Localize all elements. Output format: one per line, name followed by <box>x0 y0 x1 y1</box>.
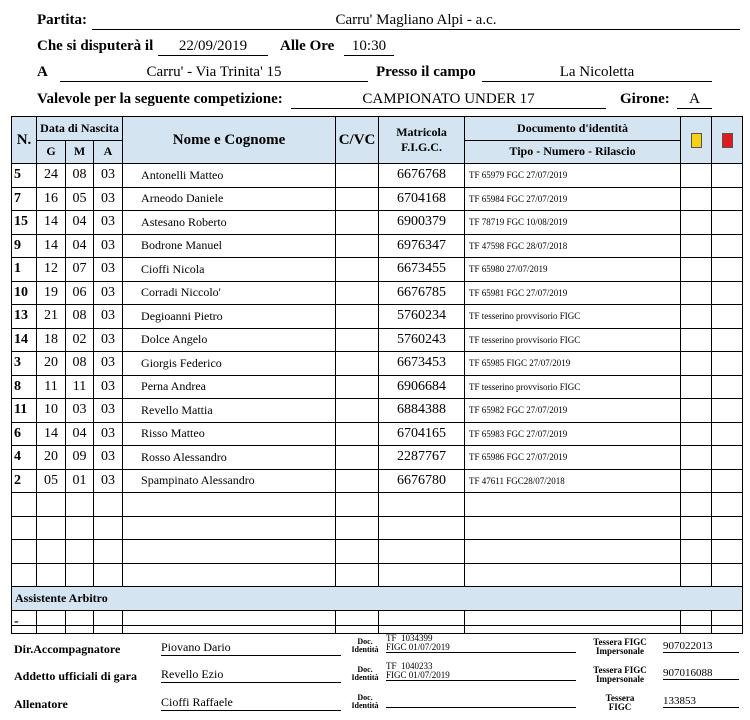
red-card-cell[interactable] <box>712 258 743 282</box>
player-name-cell[interactable] <box>123 516 336 540</box>
birth-day-cell[interactable]: 12 <box>37 258 66 282</box>
allenatore-label: Allenatore <box>14 697 68 711</box>
player-name-cell[interactable]: Revello Mattia <box>123 399 336 423</box>
table-row <box>12 446 743 470</box>
yellow-card-cell[interactable] <box>681 305 712 329</box>
player-name-cell[interactable]: Corradi Niccolo' <box>123 281 336 305</box>
document-cell[interactable]: TF 65985 FIGC 27/07/2019 <box>465 352 681 376</box>
birth-month-cell[interactable]: 02 <box>66 328 94 352</box>
col-matricola-line1: Matricola <box>396 125 447 139</box>
table-row <box>12 469 743 493</box>
birth-month-cell[interactable]: 03 <box>66 399 94 423</box>
document-cell[interactable] <box>465 540 681 564</box>
player-number-cell[interactable]: 8 <box>12 375 37 399</box>
table-row <box>12 305 743 329</box>
birth-year-cell[interactable] <box>94 516 123 540</box>
captain-cell[interactable] <box>336 422 379 446</box>
player-name-cell[interactable] <box>123 540 336 564</box>
matricola-cell[interactable]: 5760243 <box>379 328 465 352</box>
matricola-cell[interactable]: 6704165 <box>379 422 465 446</box>
dir-tess[interactable]: 907022013 <box>663 640 739 653</box>
birth-month-cell[interactable]: 11 <box>66 375 94 399</box>
addetto-label: Addetto ufficiali di gara <box>14 669 137 683</box>
birth-year-cell[interactable]: 03 <box>94 164 123 188</box>
document-cell[interactable]: TF 65981 FGC 27/07/2019 <box>465 281 681 305</box>
dir-name[interactable]: Piovano Dario <box>161 640 341 656</box>
matricola-cell[interactable] <box>379 563 465 587</box>
table-row <box>12 328 743 352</box>
red-card-cell[interactable] <box>712 187 743 211</box>
time-field[interactable]: 10:30 <box>344 38 394 56</box>
table-row <box>12 563 743 587</box>
yellow-card-cell[interactable] <box>681 187 712 211</box>
birth-day-cell[interactable]: 20 <box>37 446 66 470</box>
matricola-cell[interactable]: 6976347 <box>379 234 465 258</box>
player-number-cell[interactable] <box>12 516 37 540</box>
location-field[interactable]: Carru' - Via Trinita' 15 <box>60 64 368 82</box>
table-row <box>12 422 743 446</box>
document-cell[interactable] <box>465 493 681 517</box>
document-cell[interactable]: TF tesserino provvisorio FIGC <box>465 375 681 399</box>
table-row <box>12 234 743 258</box>
matricola-cell[interactable]: 6676780 <box>379 469 465 493</box>
captain-cell[interactable] <box>336 375 379 399</box>
table-row <box>12 258 743 282</box>
document-cell[interactable] <box>465 563 681 587</box>
birth-day-cell[interactable] <box>37 516 66 540</box>
captain-cell[interactable] <box>336 563 379 587</box>
document-cell[interactable]: TF 78719 FGC 10/08/2019 <box>465 211 681 235</box>
player-name-cell[interactable]: Giorgis Federico <box>123 352 336 376</box>
allenatore-doc-label: Doc. Identità <box>351 693 379 710</box>
player-number-cell[interactable]: 3 <box>12 352 37 376</box>
dir-label: Dir.Accompagnatore <box>14 642 121 656</box>
birth-day-cell[interactable]: 20 <box>37 352 66 376</box>
player-name-cell[interactable]: Perna Andrea <box>123 375 336 399</box>
document-cell[interactable]: TF 65979 FGC 27/07/2019 <box>465 164 681 188</box>
player-number-cell[interactable]: 13 <box>12 305 37 329</box>
yellow-card-cell[interactable] <box>681 446 712 470</box>
captain-cell[interactable] <box>336 258 379 282</box>
birth-month-cell[interactable]: 04 <box>66 422 94 446</box>
table-row <box>12 187 743 211</box>
birth-year-cell[interactable] <box>94 540 123 564</box>
birth-day-cell[interactable]: 24 <box>37 164 66 188</box>
yellow-card-cell[interactable] <box>681 563 712 587</box>
yellow-card-cell[interactable] <box>681 399 712 423</box>
table-row <box>12 164 743 188</box>
player-name-cell[interactable]: Risso Matteo <box>123 422 336 446</box>
red-card-cell[interactable] <box>712 540 743 564</box>
yellow-card-cell[interactable] <box>681 281 712 305</box>
assistente-label: Assistente Arbitro <box>12 587 743 611</box>
red-card-cell[interactable] <box>712 375 743 399</box>
col-m-header: M <box>66 140 94 164</box>
document-cell[interactable]: TF 65984 FGC 27/07/2019 <box>465 187 681 211</box>
birth-year-cell[interactable]: 03 <box>94 399 123 423</box>
red-card-cell[interactable] <box>712 422 743 446</box>
birth-month-cell[interactable]: 08 <box>66 352 94 376</box>
red-card-cell[interactable] <box>712 305 743 329</box>
girone-field[interactable]: A <box>677 91 712 109</box>
birth-month-cell[interactable]: 08 <box>66 305 94 329</box>
birth-year-cell[interactable]: 03 <box>94 469 123 493</box>
red-card-icon <box>722 133 733 148</box>
matricola-cell[interactable]: 2287767 <box>379 446 465 470</box>
birth-year-cell[interactable] <box>94 563 123 587</box>
match-header <box>0 0 750 115</box>
player-number-cell[interactable]: 1 <box>12 258 37 282</box>
assistente-section-row <box>12 587 743 611</box>
red-card-cell[interactable] <box>712 469 743 493</box>
matricola-cell[interactable]: 6676785 <box>379 281 465 305</box>
birth-month-cell[interactable]: 08 <box>66 164 94 188</box>
addetto-tess[interactable]: 907016088 <box>663 667 739 680</box>
birth-month-cell[interactable]: 04 <box>66 234 94 258</box>
birth-day-cell[interactable]: 16 <box>37 187 66 211</box>
matricola-cell[interactable]: 6676768 <box>379 164 465 188</box>
player-name-cell[interactable]: Bodrone Manuel <box>123 234 336 258</box>
allenatore-tess[interactable]: 133853 <box>663 695 739 708</box>
assistente-number-cell[interactable]: - <box>12 610 37 634</box>
dir-tess-label: Tessera FIGC Impersonale <box>593 637 647 656</box>
player-number-cell[interactable]: 2 <box>12 469 37 493</box>
player-rows <box>12 164 743 634</box>
birth-month-cell[interactable] <box>66 516 94 540</box>
table-row <box>12 399 743 423</box>
col-a-header: A <box>94 140 123 164</box>
red-card-cell[interactable] <box>712 446 743 470</box>
player-name-cell[interactable]: Arneodo Daniele <box>123 187 336 211</box>
player-number-cell[interactable]: 5 <box>12 164 37 188</box>
matricola-cell[interactable]: 6673453 <box>379 352 465 376</box>
addetto-doc-label: Doc. Identità <box>351 665 379 682</box>
birth-year-cell[interactable]: 03 <box>94 234 123 258</box>
col-matricola-header <box>379 117 465 164</box>
document-cell[interactable]: TF 65980 27/07/2019 <box>465 258 681 282</box>
birth-year-cell[interactable]: 03 <box>94 281 123 305</box>
date-label: Che si disputerà il <box>37 38 154 54</box>
document-cell[interactable]: TF tesserino provvisorio FIGC <box>465 328 681 352</box>
col-n-header: N. <box>12 117 37 164</box>
player-name-cell[interactable]: Astesano Roberto <box>123 211 336 235</box>
col-cvc-header: C/VC <box>336 117 379 164</box>
yellow-card-cell[interactable] <box>681 516 712 540</box>
yellow-card-cell[interactable] <box>681 164 712 188</box>
staff-section <box>11 625 742 720</box>
captain-cell[interactable] <box>336 493 379 517</box>
matricola-cell[interactable]: 6884388 <box>379 399 465 423</box>
col-doc-header: Documento d'identità <box>465 117 681 141</box>
yellow-card-cell[interactable] <box>681 375 712 399</box>
location-label: A <box>37 64 48 80</box>
player-number-cell[interactable]: 4 <box>12 446 37 470</box>
birth-day-cell[interactable]: 10 <box>37 399 66 423</box>
red-card-cell[interactable] <box>712 328 743 352</box>
birth-year-cell[interactable]: 03 <box>94 211 123 235</box>
matricola-cell[interactable]: 6704168 <box>379 187 465 211</box>
red-card-cell[interactable] <box>712 164 743 188</box>
table-row <box>12 281 743 305</box>
captain-cell[interactable] <box>336 516 379 540</box>
red-card-header <box>712 117 743 164</box>
partita-field[interactable]: Carru' Magliano Alpi - a.c. <box>92 12 740 30</box>
yellow-card-cell[interactable] <box>681 352 712 376</box>
captain-cell[interactable] <box>336 399 379 423</box>
player-name-cell[interactable]: Dolce Angelo <box>123 328 336 352</box>
col-g-header: G <box>37 140 66 164</box>
birth-year-cell[interactable] <box>94 493 123 517</box>
red-card-cell[interactable] <box>712 352 743 376</box>
player-name-cell[interactable]: Antonelli Matteo <box>123 164 336 188</box>
captain-cell[interactable] <box>336 164 379 188</box>
birth-day-cell[interactable]: 21 <box>37 305 66 329</box>
players-table <box>11 116 743 634</box>
birth-day-cell[interactable]: 14 <box>37 211 66 235</box>
player-name-cell[interactable]: Spampinato Alessandro <box>123 469 336 493</box>
birth-month-cell[interactable]: 09 <box>66 446 94 470</box>
red-card-cell[interactable] <box>712 516 743 540</box>
matricola-cell[interactable]: 6673455 <box>379 258 465 282</box>
time-label: Alle Ore <box>280 38 335 54</box>
addetto-name[interactable]: Revello Ezio <box>161 667 341 683</box>
player-number-cell[interactable]: 7 <box>12 187 37 211</box>
girone-label: Girone: <box>620 91 670 107</box>
matricola-cell[interactable]: 5760234 <box>379 305 465 329</box>
player-number-cell[interactable]: 14 <box>12 328 37 352</box>
table-row <box>12 493 743 517</box>
matricola-cell[interactable] <box>379 493 465 517</box>
yellow-card-cell[interactable] <box>681 493 712 517</box>
col-doc-subheader: Tipo - Numero - Rilascio <box>465 140 681 164</box>
yellow-card-cell[interactable] <box>681 211 712 235</box>
document-cell[interactable]: TF 65983 FGC 27/07/2019 <box>465 422 681 446</box>
allenatore-doc[interactable] <box>386 698 576 708</box>
birth-day-cell[interactable]: 05 <box>37 469 66 493</box>
player-name-cell[interactable] <box>123 493 336 517</box>
addetto-tess-label: Tessera FIGC Impersonale <box>593 665 647 684</box>
captain-cell[interactable] <box>336 328 379 352</box>
document-cell[interactable]: TF tesserino provvisorio FIGC <box>465 305 681 329</box>
red-card-cell[interactable] <box>712 563 743 587</box>
table-row <box>12 211 743 235</box>
allenatore-tess-label: Tessera FIGC <box>605 693 635 712</box>
matricola-cell[interactable] <box>379 540 465 564</box>
campo-label: Presso il campo <box>376 64 476 80</box>
birth-day-cell[interactable] <box>37 563 66 587</box>
yellow-card-cell[interactable] <box>681 422 712 446</box>
yellow-card-cell[interactable] <box>681 540 712 564</box>
table-row <box>12 516 743 540</box>
dir-doc-label: Doc. Identità <box>351 637 379 654</box>
player-name-cell[interactable]: Rosso Alessandro <box>123 446 336 470</box>
birth-year-cell[interactable]: 03 <box>94 305 123 329</box>
birth-day-cell[interactable] <box>37 493 66 517</box>
col-name-header: Nome e Cognome <box>123 117 336 164</box>
red-card-cell[interactable] <box>712 211 743 235</box>
red-card-cell[interactable] <box>712 234 743 258</box>
birth-month-cell[interactable] <box>66 540 94 564</box>
date-field[interactable]: 22/09/2019 <box>158 38 268 56</box>
matricola-cell[interactable]: 6906684 <box>379 375 465 399</box>
birth-year-cell[interactable]: 03 <box>94 375 123 399</box>
document-cell[interactable]: TF 65986 FGC 27/07/2019 <box>465 446 681 470</box>
player-name-cell[interactable]: Degioanni Pietro <box>123 305 336 329</box>
yellow-card-cell[interactable] <box>681 258 712 282</box>
yellow-card-header <box>681 117 712 164</box>
birth-day-cell[interactable] <box>37 540 66 564</box>
yellow-card-cell[interactable] <box>681 328 712 352</box>
captain-cell[interactable] <box>336 211 379 235</box>
birth-day-cell[interactable]: 14 <box>37 422 66 446</box>
player-name-cell[interactable]: Cioffi Nicola <box>123 258 336 282</box>
birth-day-cell[interactable]: 19 <box>37 281 66 305</box>
red-card-cell[interactable] <box>712 281 743 305</box>
campo-field[interactable]: La Nicoletta <box>482 64 712 82</box>
captain-cell[interactable] <box>336 540 379 564</box>
red-card-cell[interactable] <box>712 399 743 423</box>
birth-year-cell[interactable]: 03 <box>94 258 123 282</box>
birth-month-cell[interactable]: 06 <box>66 281 94 305</box>
captain-cell[interactable] <box>336 352 379 376</box>
document-cell[interactable]: TF 47598 FGC 28/07/2018 <box>465 234 681 258</box>
matricola-cell[interactable]: 6900379 <box>379 211 465 235</box>
birth-month-cell[interactable]: 07 <box>66 258 94 282</box>
captain-cell[interactable] <box>336 281 379 305</box>
player-number-cell[interactable] <box>12 563 37 587</box>
yellow-card-icon <box>691 133 702 148</box>
captain-cell[interactable] <box>336 234 379 258</box>
birth-month-cell[interactable]: 05 <box>66 187 94 211</box>
player-number-cell[interactable]: 10 <box>12 281 37 305</box>
birth-year-cell[interactable]: 03 <box>94 352 123 376</box>
captain-cell[interactable] <box>336 305 379 329</box>
yellow-card-cell[interactable] <box>681 469 712 493</box>
competizione-label: Valevole per la seguente competizione: <box>37 91 283 107</box>
competizione-field[interactable]: CAMPIONATO UNDER 17 <box>291 91 606 109</box>
document-cell[interactable]: TF 47611 FGC28/07/2018 <box>465 469 681 493</box>
document-cell[interactable] <box>465 516 681 540</box>
birth-day-cell[interactable]: 11 <box>37 375 66 399</box>
birth-year-cell[interactable]: 03 <box>94 446 123 470</box>
dir-doc[interactable]: TF 1034399 FIGC 01/07/2019 <box>386 634 576 653</box>
col-matricola-line2: F.I.G.C. <box>401 140 442 154</box>
captain-cell[interactable] <box>336 187 379 211</box>
player-number-cell[interactable] <box>12 540 37 564</box>
table-row <box>12 352 743 376</box>
matricola-cell[interactable] <box>379 516 465 540</box>
addetto-doc[interactable]: TF 1040233 FIGC 01/07/2019 <box>386 662 576 681</box>
player-number-cell[interactable]: 6 <box>12 422 37 446</box>
player-number-cell[interactable] <box>12 493 37 517</box>
birth-month-cell[interactable]: 01 <box>66 469 94 493</box>
player-number-cell[interactable]: 9 <box>12 234 37 258</box>
birth-year-cell[interactable]: 03 <box>94 187 123 211</box>
birth-day-cell[interactable]: 14 <box>37 234 66 258</box>
birth-day-cell[interactable]: 18 <box>37 328 66 352</box>
col-date-header: Data di Nascita <box>37 117 123 141</box>
table-row <box>12 375 743 399</box>
birth-month-cell[interactable] <box>66 493 94 517</box>
birth-month-cell[interactable] <box>66 563 94 587</box>
birth-year-cell[interactable]: 03 <box>94 422 123 446</box>
document-cell[interactable]: TF 65982 FGC 27/07/2019 <box>465 399 681 423</box>
partita-label: Partita: <box>37 12 87 28</box>
yellow-card-cell[interactable] <box>681 234 712 258</box>
birth-month-cell[interactable]: 04 <box>66 211 94 235</box>
player-number-cell[interactable]: 11 <box>12 399 37 423</box>
player-number-cell[interactable]: 15 <box>12 211 37 235</box>
player-name-cell[interactable] <box>123 563 336 587</box>
red-card-cell[interactable] <box>712 493 743 517</box>
captain-cell[interactable] <box>336 469 379 493</box>
allenatore-name[interactable]: Cioffi Raffaele <box>161 695 341 711</box>
birth-year-cell[interactable]: 03 <box>94 328 123 352</box>
captain-cell[interactable] <box>336 446 379 470</box>
table-row <box>12 540 743 564</box>
